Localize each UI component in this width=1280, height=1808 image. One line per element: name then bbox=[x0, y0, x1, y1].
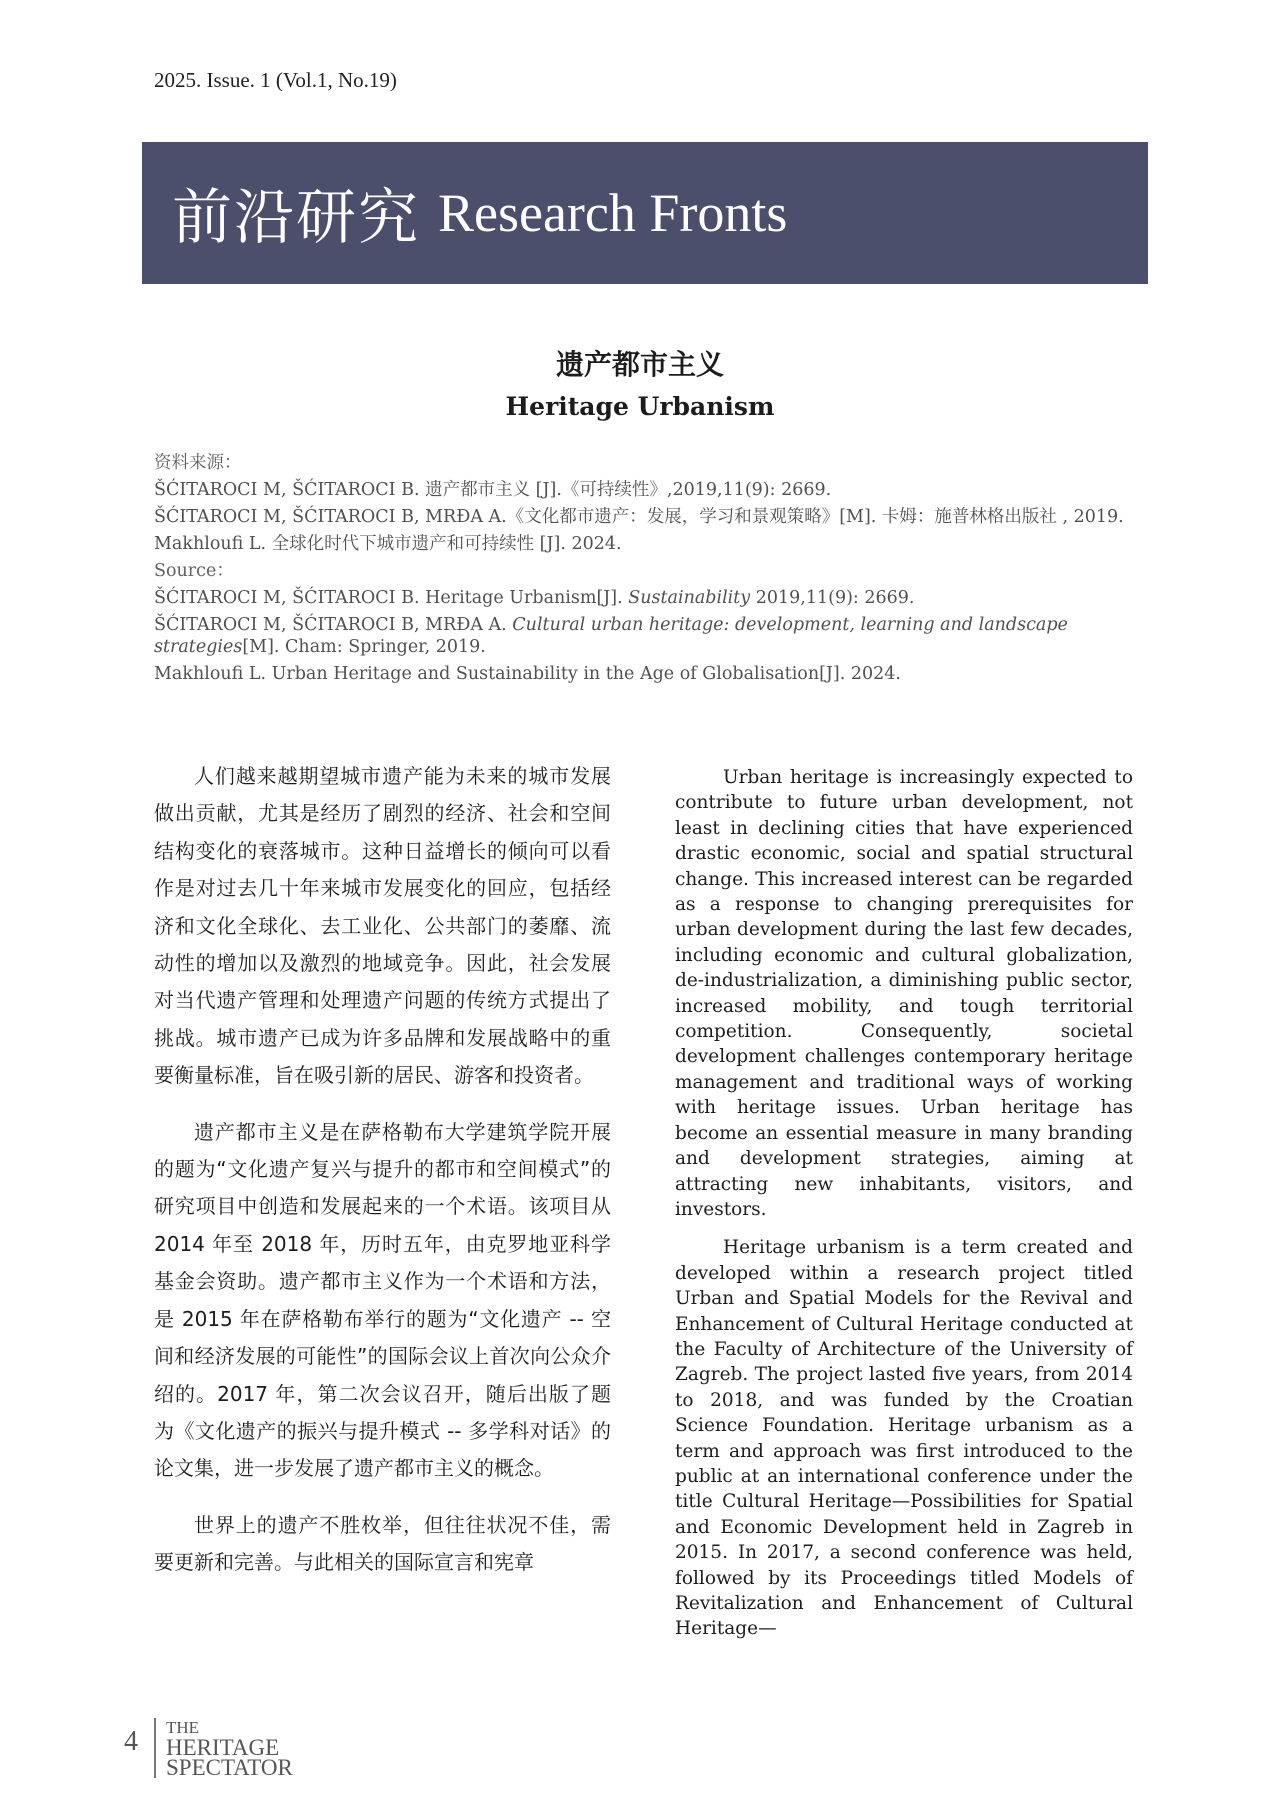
reference-cn-1: ŠĆITAROCI M, ŠĆITAROCI B. 遗产都市主义 [J].《可持续性》,2019,11(9): 2669. bbox=[154, 480, 832, 500]
logo-line-2: HERITAGE bbox=[166, 1735, 280, 1760]
reference-en-1 bbox=[154, 587, 1134, 609]
paragraph-cn-2: 遗产都市主义是在萨格勒布大学建筑学院开展的题为“文化遗产复兴与提升的都市和空间模式”的研究项目中创造和发展起来的一个术语。该项目从 2014 年至 2018 年，历时五年，由克罗地亚科学基金会资助。遗产都市主义作为一个术语和方法，是 2015 年在萨格勒布举行的题为“文化遗产 -- 空间和经济发展的可能性”的国际会议上首次向公众介绍的。2017 年，第二次会议召开，随后出版了题为《文化遗产的振兴与提升模式 -- 多学科对话》的论文集，进一步发展了遗产都市主义的概念。 bbox=[154, 1119, 611, 1481]
page-number: 4 bbox=[124, 1726, 138, 1757]
section-banner bbox=[142, 142, 1148, 284]
section-title-cn: 前沿研究 bbox=[172, 183, 420, 253]
references bbox=[154, 452, 1134, 690]
section-title-en: Research Fronts bbox=[438, 183, 788, 243]
footer-divider bbox=[154, 1718, 156, 1778]
references-label-en: Source： bbox=[154, 561, 234, 581]
reference-en-2-text: ŠĆITAROCI M, ŠĆITAROCI B, MRĐA A. bbox=[154, 615, 513, 635]
article-title-cn: 遗产都市主义 bbox=[555, 348, 724, 381]
reference-cn-3: Makhloufi L. 全球化时代下城市遗产和可持续性 [J]. 2024. bbox=[154, 534, 622, 554]
paragraph-en-1: Urban heritage is increasingly expected to contribute to future urban development, not least in declining cities that have experienced drastic economic, social and spatial structural change. This increased interest can be regarded as a response to changing prerequisites for urban development during the last few decades, including economic and cultural globalization, de-industrialization, a diminishing public sector, increased mobility, and tough territorial competition. Consequently, societal development challenges contemporary heritage management and traditional ways of working with heritage issues. Urban heritage has become an essential measure in many branding and development strategies, aiming at attracting new inhabitants, visitors, and investors. bbox=[675, 767, 1133, 1220]
paragraph-cn-3: 世界上的遗产不胜枚举，但往往状况不佳，需要更新和完善。与此相关的国际宣言和宪章 bbox=[154, 1512, 611, 1575]
logo-line-1: THE bbox=[166, 1718, 200, 1737]
reference-en-1-journal: Sustainability bbox=[628, 588, 751, 608]
reference-en-2 bbox=[154, 614, 1134, 658]
reference-en-1-text: ŠĆITAROCI M, ŠĆITAROCI B. Heritage Urbanism[J]. bbox=[154, 588, 629, 608]
reference-en-2-detail: [M]. Cham: Springer, 2019. bbox=[242, 637, 486, 657]
body-column-en bbox=[675, 765, 1133, 1655]
reference-en-2-title: Cultural urban heritage: development, learning and landscape strategies bbox=[154, 615, 1068, 657]
reference-cn-2: ŠĆITAROCI M, ŠĆITAROCI B, MRĐA A.《文化都市遗产：发展，学习和景观策略》[M]. 卡姆：施普林格出版社 , 2019. bbox=[154, 507, 1124, 527]
issue-line: 2025. Issue. 1 (Vol.1, No.19) bbox=[154, 68, 397, 92]
reference-en-3-text: Makhloufi L. Urban Heritage and Sustainability in the Age of Globalisation[J]. 2024. bbox=[154, 664, 901, 684]
article-title-en: Heritage Urbanism bbox=[505, 392, 775, 421]
reference-en-1-detail: 2019,11(9): 2669. bbox=[750, 588, 915, 608]
reference-en-3 bbox=[154, 663, 1134, 685]
paragraph-cn-1: 人们越来越期望城市遗产能为未来的城市发展做出贡献，尤其是经历了剧烈的经济、社会和空间结构变化的衰落城市。这种日益增长的倾向可以看作是对过去几十年来城市发展变化的回应，包括经济和文化全球化、去工业化、公共部门的萎靡、流动性的增加以及激烈的地域竞争。因此，社会发展对当代遗产管理和处理遗产问题的传统方式提出了挑战。城市遗产已成为许多品牌和发展战略中的重要衡量标准，旨在吸引新的居民、游客和投资者。 bbox=[154, 764, 611, 1088]
logo-line-3: SPECTATOR bbox=[166, 1755, 293, 1780]
page-footer bbox=[124, 1718, 293, 1782]
paragraph-en-2: Heritage urbanism is a term created and developed within a research project titled Urban and Spatial Models for the Revival and Enhancement of Cultural Heritage conducted at the Faculty of Architecture of the University of Zagreb. The project lasted five years, from 2014 to 2018, and was funded by the Croatian Science Foundation. Heritage urbanism as a term and approach was first introduced to the public at an international conference under the title Cultural Heritage—Possibilities for Spatial and Economic Development held in Zagreb in 2015. In 2017, a second conference was held, followed by its Proceedings titled Models of Revitalization and Enhancement of Cultural Heritage— bbox=[675, 1237, 1133, 1640]
publication-logo bbox=[166, 1718, 293, 1778]
body-column-cn bbox=[154, 758, 611, 1601]
references-label-cn: 资料来源： bbox=[154, 453, 242, 473]
